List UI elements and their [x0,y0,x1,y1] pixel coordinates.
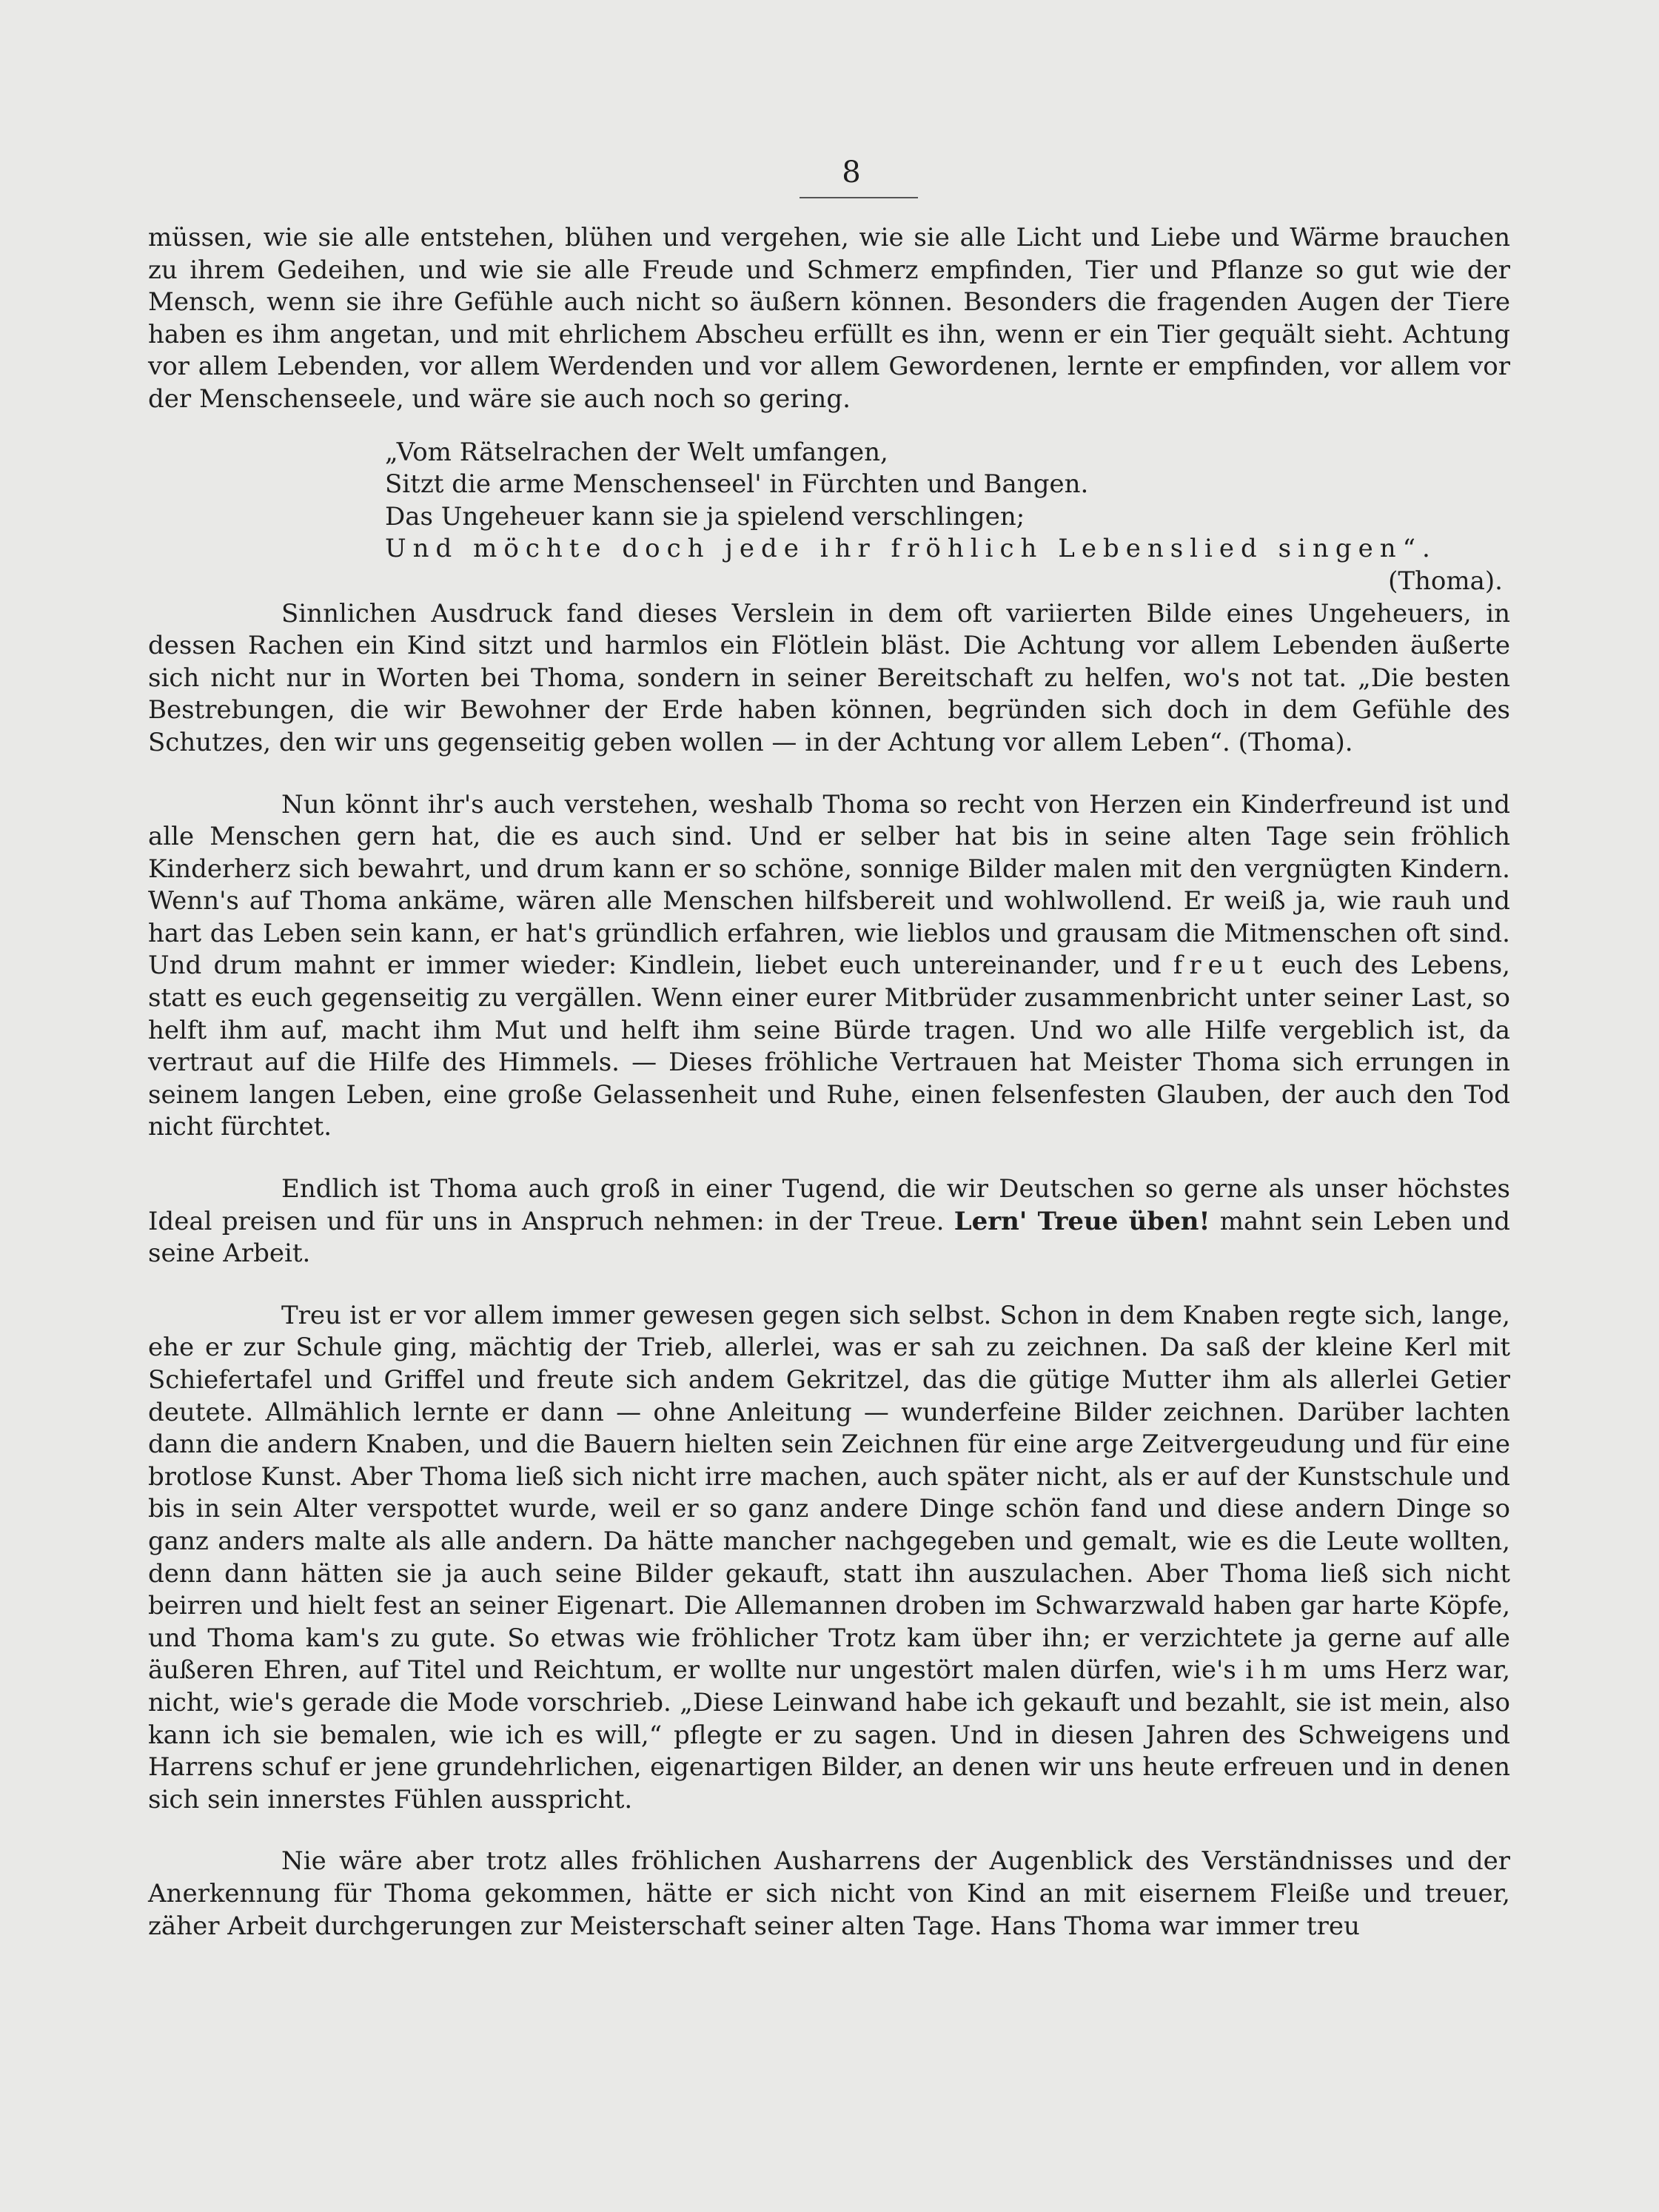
paragraph-text: mahnt sein Leben und seine Arbeit. [148,1206,1511,1269]
paragraph-treue [148,1173,1510,1270]
poem-line: Sitzt die arme Menschenseel' in Fürchten und Bangen. [385,469,1089,500]
paragraph-text: ums Herz war, nicht, wie's gerade die Mode vorschrieb. „Diese Leinwand habe ich gekauft und bezahlt, sie ist mein, also kann ich sie bemalen, wie ich es will,“ pflegte er zu sagen. Und in diesen Jahren des Schweigens und Harrens schuf er jene grundehrlichen, eigenartigen Bilder, an denen wir uns heute erfreuen und in denen sich sein innerstes Fühlen ausspricht. [148,1655,1510,1814]
paragraph-treu-selbst [148,1300,1510,1817]
poem-quote [385,437,1510,566]
page-number: 8 [842,155,861,190]
paragraph-ungeheuer: Sinnlichen Ausdruck fand dieses Verslein in dem oft variierten Bilde eines Ungeheuers, in dessen Rachen ein Kind sitzt und harmlos ein Flötlein bläst. Die Achtung vor allem Lebenden äußerte sich nicht nur in Worten bei Thoma, sondern in seiner Bereitschaft zu helfen, wo's not tat. „Die besten Bestrebungen, die wir Bewohner der Erde haben können, begründen sich doch in dem Gefühle des Schutzes, den wir uns gegenseitig geben wollen — in der Achtung vor allem Leben“. (Thoma). [148,598,1510,757]
poem-line: „Vom Rätselrachen der Welt umfangen, [385,437,888,467]
paragraph-kinderfreund [148,789,1510,1144]
poem-line: Und möchte doch jede ihr fröhlich Lebenslied singen“. [385,534,1437,564]
poem-author: (Thoma). [1388,566,1503,596]
poem-line: Das Ungeheuer kann sie ja spielend verschlingen; [385,501,1025,532]
paragraph-text: euch des Lebens, statt es euch gegenseitig zu vergällen. Wenn einer eurer Mitbrüder zusammenbricht unter seiner Last, so helft ihm auf, macht ihm Mut und helft ihm seine Bürde tragen. Und wo alle Hilfe vergeblich ist, da vertraut auf die Hilfe des Himmels. — Dieses fröhliche Vertrauen hat Meister Thoma sich errungen in seinem langen Leben, eine große Gelassenheit und Ruhe, einen felsenfesten Glauben, der auch den Tod nicht fürchtet. [148,951,1510,1142]
spaced-word: ihm [1245,1655,1314,1686]
paragraph-opening: müssen, wie sie alle entstehen, blühen und vergehen, wie sie alle Licht und Liebe und Wärme brauchen zu ihrem Gedeihen, und wie sie alle Freude und Schmerz empfinden, Tier und Pflanze so gut wie der Mensch, wenn sie ihre Gefühle auch nicht so äußern können. Besonders die fragenden Augen der Tiere haben es ihm angetan, und mit ehrlichem Abscheu erfüllt es ihn, wenn er ein Tier gequält sieht. Achtung vor allem Lebenden, vor allem Werdenden und vor allem Gewordenen, lernte er empfinden, vor allem vor der Menschenseele, und wäre sie auch noch so gering. [148,223,1510,414]
page-number-rule [800,197,918,198]
paragraph-anerkennung: Nie wäre aber trotz alles fröhlichen Ausharrens der Augenblick des Verständnisses und der Anerkennung für Thoma gekommen, hätte er sich nicht von Kind an mit eisernem Fleiße und treuer, zäher Arbeit durchgerungen zur Meisterschaft seiner alten Tage. Hans Thoma war immer treu [148,1846,1510,1941]
paragraph-text: Nun könnt ihr's auch verstehen, weshalb Thoma so recht von Herzen ein Kinderfreund ist und alle Menschen gern hat, die es auch sind. Und er selber hat bis in seine alten Tage sein fröhlich Kinderherz sich bewahrt, und drum kann er so schöne, sonnige Bilder malen mit den vergnügten Kindern. Wenn's auf Thoma ankäme, wären alle Menschen hilfsbereit und wohlwollend. Er weiß ja, wie rauh und hart das Leben sein kann, er hat's gründlich erfahren, wie lieblos und grausam die Mitmenschen oft sind. Und drum mahnt er immer wieder: Kindlein, liebet euch untereinander, und [148,789,1510,981]
body-text [148,222,1510,1943]
spaced-word: freut [1173,951,1270,981]
emphasis-motto: Lern' Treue üben! [953,1206,1210,1236]
paragraph-text: Treu ist er vor allem immer gewesen gegen sich selbst. Schon in dem Knaben regte sich, lange, ehe er zur Schule ging, mächtig der Trieb, allerlei, was er sah zu zeichnen. Da saß der kleine Kerl mit Schiefertafel und Griffel und freute sich andem Gekritzel, das die gütige Mutter ihm als allerlei Getier deutete. Allmählich lernte er dann — ohne Anleitung — wunderfeine Bilder zeichnen. Darüber lachten dann die andern Knaben, und die Bauern hielten sein Zeichnen für eine arge Zeitvergeudung und für eine brotlose Kunst. Aber Thoma ließ sich nicht irre machen, auch später nicht, als er auf der Kunstschule und bis in sein Alter verspottet wurde, weil er so ganz andere Dinge schön fand und diese andern Dinge so ganz anders malte als alle andern. Da hätte mancher nachgegeben und gemalt, wie es die Leute wollten, denn dann hätten sie ja auch seine Bilder gekauft, statt ihn auszulachen. Aber Thoma ließ sich nicht beirren und hielt fest an seiner Eigenart. Die Allemannen droben im Schwarzwald haben gar harte Köpfe, und Thoma kam's zu gute. So etwas wie fröhlicher Trotz kam über ihn; er verzichtete ja gerne auf alle äußeren Ehren, auf Titel und Reichtum, er wollte nur ungestört malen dürfen, wie's [148,1300,1510,1686]
paragraph-text: Endlich ist Thoma auch groß in einer Tugend, die wir Deutschen so gerne als unser höchstes Ideal preisen und für uns in Anspruch nehmen: in der Treue. [148,1174,1510,1236]
